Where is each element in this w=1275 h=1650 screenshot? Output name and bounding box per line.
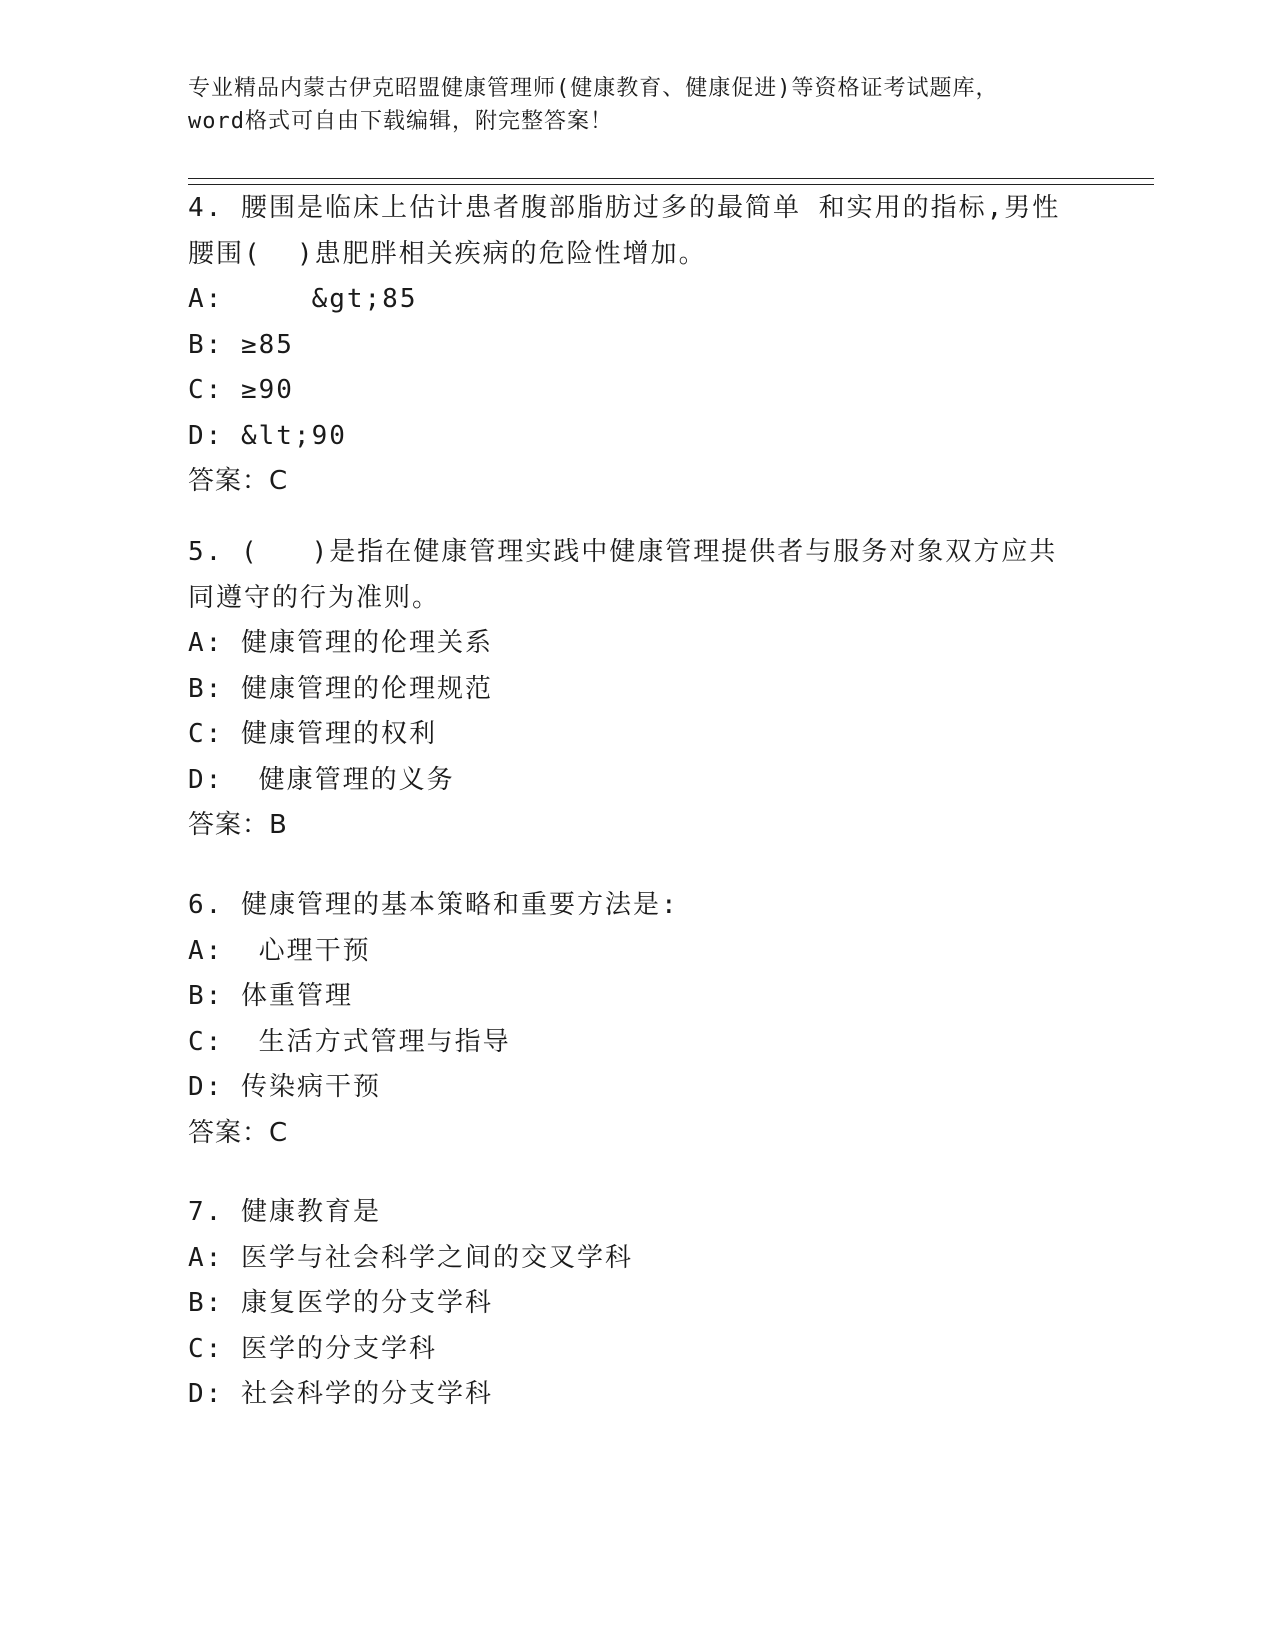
option-b: B: ≥85 [188,329,294,360]
question-text: 5. ( )是指在健康管理实践中健康管理提供者与服务对象双方应共 [188,537,1058,567]
option-d: D: 社会科学的分支学科 [188,1379,493,1409]
option-b: B: 体重管理 [188,981,353,1011]
answer: 答案：B [188,810,288,840]
option-b: B: 健康管理的伦理规范 [188,673,493,704]
header-divider-bottom [188,184,1154,185]
option-c: C: 健康管理的权利 [188,719,437,749]
question-text: 6. 健康管理的基本策略和重要方法是: [188,890,679,920]
header-line-2: word格式可自由下载编辑，附完整答案！ [188,109,613,134]
answer: 答案：C [188,1117,289,1148]
question-text: 腰围( )患肥胖相关疾病的危险性增加。 [188,238,707,269]
question-5 [188,530,1088,849]
question-6 [188,883,1088,1156]
option-d: D: &lt;90 [188,420,347,451]
option-d: D: 传染病干预 [188,1072,381,1102]
document-header [188,72,1088,138]
answer: 答案：C [188,466,289,496]
option-c: C: 生活方式管理与指导 [188,1026,511,1057]
option-a: A: 健康管理的伦理关系 [188,628,493,658]
option-c: C: 医学的分支学科 [188,1333,437,1364]
question-text: 7. 健康教育是 [188,1197,381,1227]
option-a: A: &gt;85 [188,284,418,314]
header-divider-top [188,178,1154,179]
option-a: A: 医学与社会科学之间的交叉学科 [188,1242,633,1273]
option-a: A: 心理干预 [188,935,371,966]
question-text: 同遵守的行为准则。 [188,582,441,613]
option-b: B: 康复医学的分支学科 [188,1288,493,1318]
question-4 [188,186,1088,505]
question-7 [188,1190,1088,1418]
option-c: C: ≥90 [188,375,294,405]
header-line-1: 专业精品内蒙古伊克昭盟健康管理师(健康教育、健康促进)等资格证考试题库， [188,76,999,101]
option-d: D: 健康管理的义务 [188,764,455,795]
question-text: 4. 腰围是临床上估计患者腹部脂肪过多的最简单 和实用的指标,男性 [188,193,1061,223]
